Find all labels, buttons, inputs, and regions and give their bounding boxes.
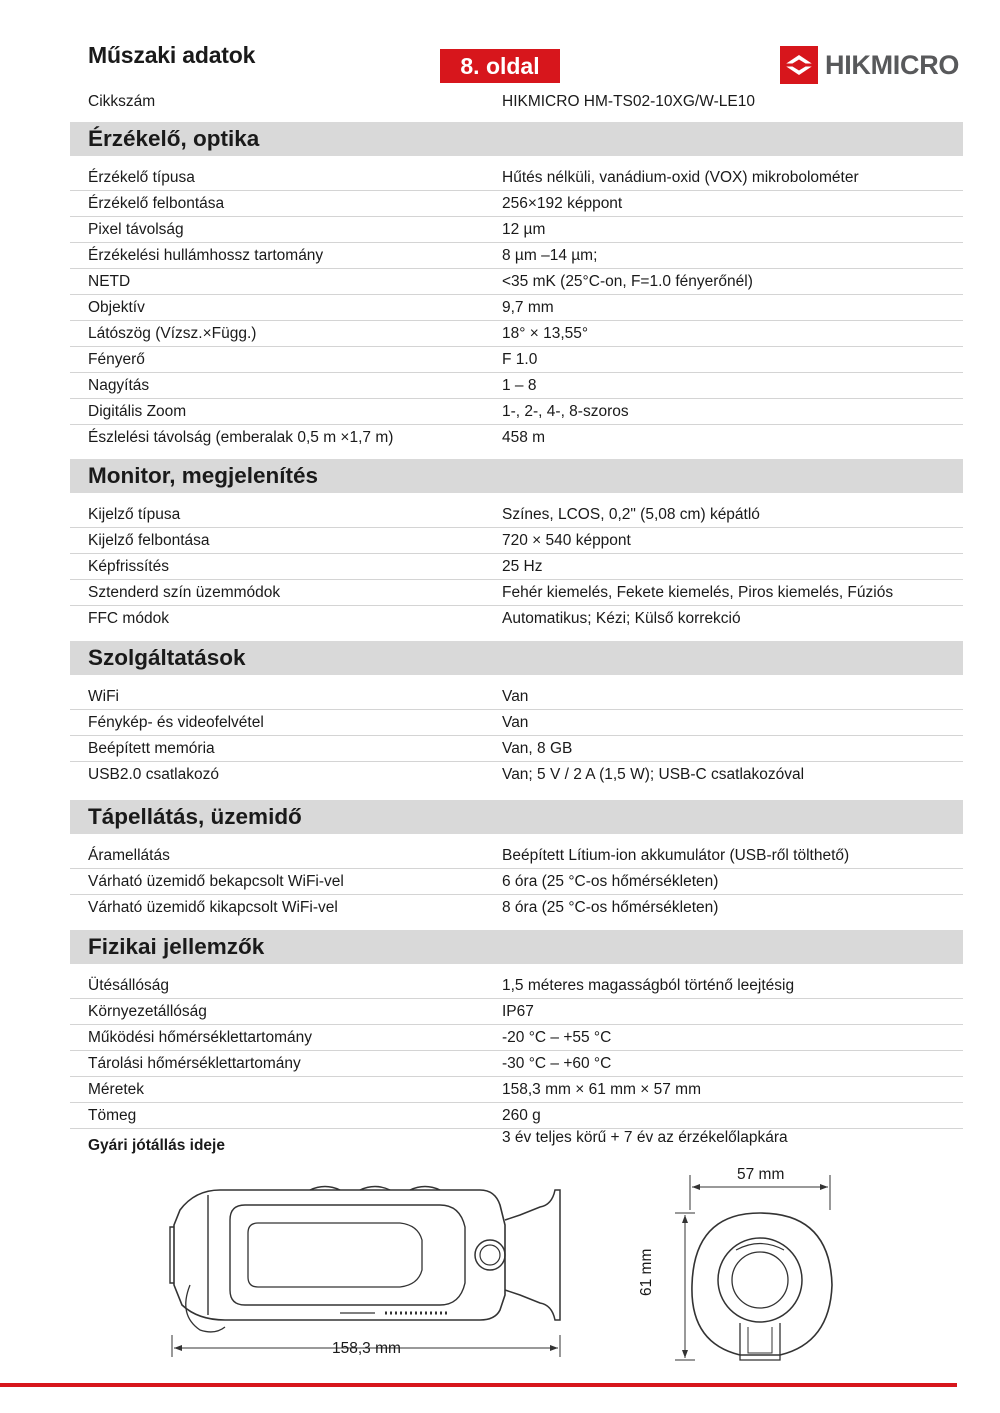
spec-label: Érzékelő típusa xyxy=(88,169,195,186)
spec-label: FFC módok xyxy=(88,610,169,627)
spec-label: Képfrissítés xyxy=(88,558,169,575)
spec-value: 8 óra (25 °C-os hőmérsékleten) xyxy=(502,899,719,916)
spec-label: Beépített memória xyxy=(88,740,215,757)
height-dimension-label: 61 mm xyxy=(638,1248,655,1296)
spec-value: Színes, LCOS, 0,2" (5,08 cm) képátló xyxy=(502,506,760,523)
spec-row xyxy=(70,710,963,736)
width-dimension-label: 57 mm xyxy=(737,1166,785,1183)
spec-value: 6 óra (25 °C-os hőmérsékleten) xyxy=(502,873,719,890)
spec-label: Érzékelési hullámhossz tartomány xyxy=(88,247,324,264)
spec-row xyxy=(70,999,963,1025)
spec-label: WiFi xyxy=(88,688,119,705)
spec-value: -30 °C – +60 °C xyxy=(502,1055,612,1072)
brand-name: HIKMICRO xyxy=(825,49,960,80)
spec-row xyxy=(70,580,963,606)
spec-label: Érzékelő felbontása xyxy=(88,195,225,212)
spec-row xyxy=(70,425,963,450)
spec-label: Észlelési távolság (emberalak 0,5 m ×1,7 m) xyxy=(88,429,394,446)
spec-label: Nagyítás xyxy=(88,377,150,394)
spec-row xyxy=(70,869,963,895)
spec-label: Sztenderd szín üzemmódok xyxy=(88,584,281,601)
spec-label: Várható üzemidő kikapcsolt WiFi-vel xyxy=(88,899,338,916)
spec-label: Kijelző típusa xyxy=(88,506,181,523)
spec-row xyxy=(70,295,963,321)
spec-value: 260 g xyxy=(502,1107,541,1124)
page-number-badge: 8. oldal xyxy=(440,49,560,83)
page-title: Műszaki adatok xyxy=(88,42,256,68)
section-services xyxy=(70,641,963,787)
spec-value: 9,7 mm xyxy=(502,299,554,316)
brand-logo xyxy=(780,46,959,84)
section-heading: Tápellátás, üzemidő xyxy=(70,800,963,834)
spec-row xyxy=(70,1025,963,1051)
spec-value: 1 – 8 xyxy=(502,377,537,394)
spec-value: IP67 xyxy=(502,1003,534,1020)
section-heading: Érzékelő, optika xyxy=(70,122,963,156)
spec-label: Áramellátás xyxy=(88,847,170,864)
sku-row xyxy=(88,93,964,113)
spec-label: Objektív xyxy=(88,299,145,316)
spec-row xyxy=(70,1051,963,1077)
sku-label: Cikkszám xyxy=(88,93,156,110)
spec-value: 8 µm –14 µm; xyxy=(502,247,598,264)
spec-row xyxy=(70,502,963,528)
spec-row xyxy=(70,528,963,554)
spec-row xyxy=(70,321,963,347)
section-heading: Monitor, megjelenítés xyxy=(70,459,963,493)
spec-value: Automatikus; Kézi; Külső korrekció xyxy=(502,610,741,627)
spec-value: 720 × 540 képpont xyxy=(502,532,631,549)
spec-row xyxy=(70,762,963,787)
spec-value: -20 °C – +55 °C xyxy=(502,1029,612,1046)
device-side-view-drawing xyxy=(160,1165,580,1365)
spec-label: Pixel távolság xyxy=(88,221,184,238)
spec-row xyxy=(70,895,963,920)
spec-value: Van; 5 V / 2 A (1,5 W); USB-C csatlakozóval xyxy=(502,766,805,783)
spec-row xyxy=(70,606,963,631)
spec-label: Fénykép- és videofelvétel xyxy=(88,714,264,731)
hikmicro-logo-icon xyxy=(780,46,818,84)
spec-row xyxy=(70,554,963,580)
spec-row xyxy=(70,684,963,710)
spec-row xyxy=(70,269,963,295)
section-heading: Szolgáltatások xyxy=(70,641,963,675)
footer-rule xyxy=(0,1383,957,1387)
spec-label: USB2.0 csatlakozó xyxy=(88,766,219,783)
spec-value: <35 mK (25°C-on, F=1.0 fényerőnél) xyxy=(502,273,753,290)
spec-value: 12 µm xyxy=(502,221,546,238)
spec-value: 1-, 2-, 4-, 8-szoros xyxy=(502,403,629,420)
spec-value: Van, 8 GB xyxy=(502,740,573,757)
section-heading: Fizikai jellemzők xyxy=(70,930,963,964)
spec-row xyxy=(70,736,963,762)
spec-value: 18° × 13,55° xyxy=(502,325,589,342)
section-display xyxy=(70,459,963,631)
spec-value: Hűtés nélküli, vanádium-oxid (VOX) mikrobolométer xyxy=(502,169,859,186)
spec-value: 3 év teljes körű + 7 év az érzékelőlapkára xyxy=(502,1129,788,1146)
spec-value: 1,5 méteres magasságból történő leejtésig xyxy=(502,977,795,994)
spec-value: 25 Hz xyxy=(502,558,543,575)
spec-label: Digitális Zoom xyxy=(88,403,187,420)
spec-row xyxy=(70,1129,963,1154)
spec-label: Fényerő xyxy=(88,351,145,368)
spec-value: Beépített Lítium-ion akkumulátor (USB-ről tölthető) xyxy=(502,847,850,864)
section-sensor-optics xyxy=(70,122,963,450)
spec-row xyxy=(70,1077,963,1103)
spec-row xyxy=(70,165,963,191)
spec-label: Környezetállóság xyxy=(88,1003,207,1020)
spec-row xyxy=(70,373,963,399)
spec-label: Működési hőmérséklettartomány xyxy=(88,1029,312,1046)
spec-label: Várható üzemidő bekapcsolt WiFi-vel xyxy=(88,873,344,890)
sku-value: HIKMICRO HM-TS02-10XG/W-LE10 xyxy=(502,93,755,110)
spec-label: Ütésállóság xyxy=(88,977,169,994)
spec-row xyxy=(70,217,963,243)
spec-label: Tömeg xyxy=(88,1107,137,1124)
spec-value: Van xyxy=(502,688,529,705)
spec-value: 458 m xyxy=(502,429,546,446)
spec-row xyxy=(70,973,963,999)
spec-label: Látószög (Vízsz.×Függ.) xyxy=(88,325,257,342)
spec-row xyxy=(70,347,963,373)
spec-row xyxy=(70,191,963,217)
spec-label: Gyári jótállás ideje xyxy=(88,1137,225,1154)
spec-label: Tárolási hőmérséklettartomány xyxy=(88,1055,301,1072)
device-front-view-drawing xyxy=(640,1165,860,1370)
spec-label: Kijelző felbontása xyxy=(88,532,210,549)
spec-row xyxy=(70,843,963,869)
spec-row xyxy=(70,399,963,425)
section-power xyxy=(70,800,963,920)
spec-value: Fehér kiemelés, Fekete kiemelés, Piros kiemelés, Fúziós xyxy=(502,584,894,601)
section-physical xyxy=(70,930,963,1154)
spec-value: Van xyxy=(502,714,529,731)
length-dimension-label: 158,3 mm xyxy=(332,1340,401,1357)
spec-value: 256×192 képpont xyxy=(502,195,623,212)
spec-value: 158,3 mm × 61 mm × 57 mm xyxy=(502,1081,701,1098)
spec-label: NETD xyxy=(88,273,131,290)
spec-label: Méretek xyxy=(88,1081,144,1098)
spec-row xyxy=(70,243,963,269)
spec-value: F 1.0 xyxy=(502,351,538,368)
